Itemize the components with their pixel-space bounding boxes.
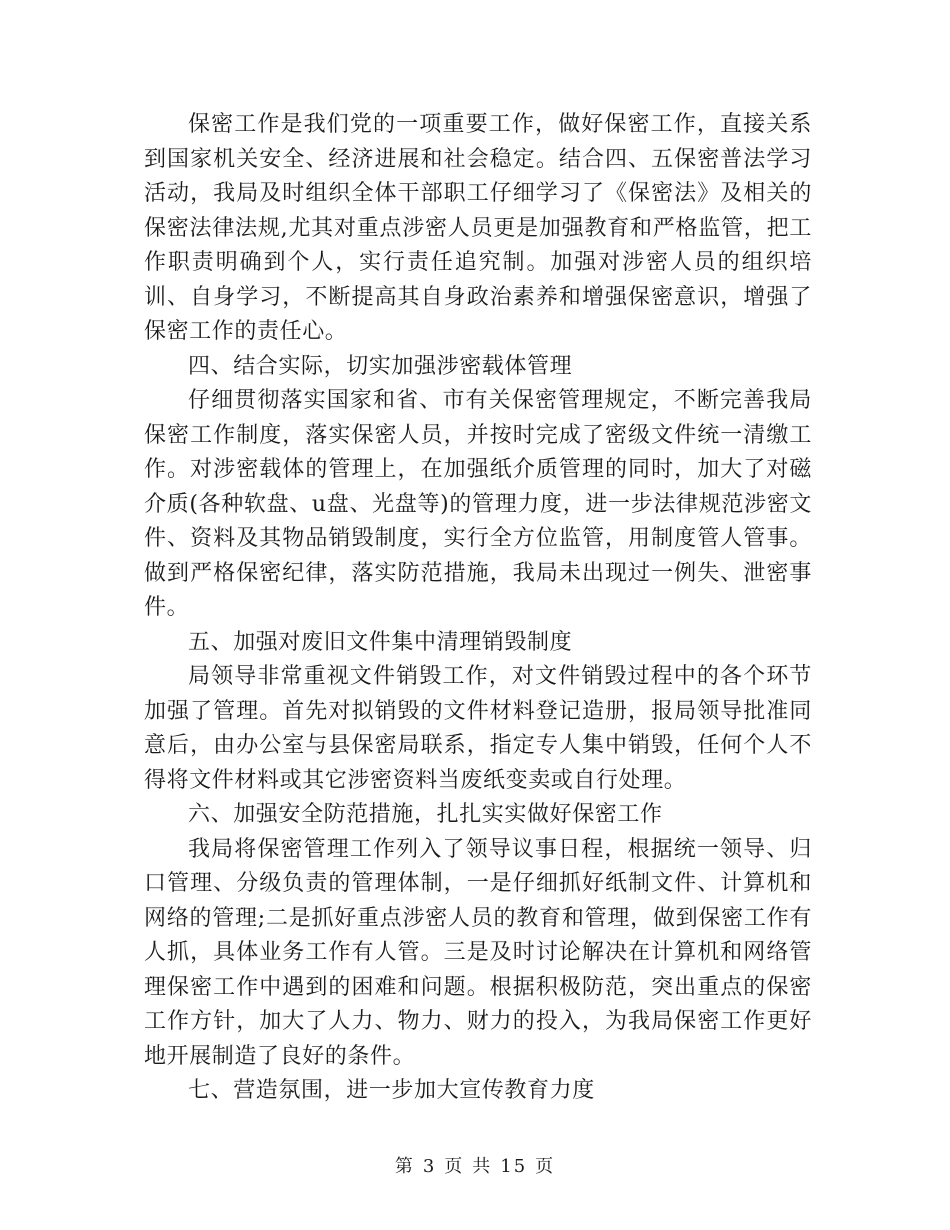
current-page-number: 3 — [422, 1156, 437, 1177]
footer-suffix: 页 — [535, 1156, 556, 1177]
paragraph-body: 仔细贯彻落实国家和省、市有关保密管理规定，不断完善我局保密工作制度，落实保密人员，并按时完成了密级文件统一清缴工作。对涉密载体的管理上，在加强纸介质管理的同时，加大了对磁介质(各种软盘、u盘、光盘等)的管理力度，进一步法律规范涉密文件、资料及其物品销毁制度，实行全方位监管，用制度管人管事。做到严格保密纪律，落实防范措施，我局未出现过一例失、泄密事件。 — [144, 388, 812, 620]
page-footer — [0, 1152, 950, 1178]
paragraph-body: 我局将保密管理工作列入了领导议事日程，根据统一领导、归口管理、分级负责的管理体制，一是仔细抓好纸制文件、计算机和网络的管理;二是抓好重点涉密人员的教育和管理，做到保密工作有人抓，具体业务工作有人管。三是及时讨论解决在计算机和网络管理保密工作中遇到的困难和问题。根据积极防范，突出重点的保密工作方针，加大了人力、物力、财力的投入，为我局保密工作更好地开展制造了良好的条件。 — [144, 836, 812, 1069]
section-heading: 五、加强对废旧文件集中清理销毁制度 — [188, 629, 573, 655]
document-body — [144, 108, 812, 1109]
footer-prefix: 第 — [394, 1156, 415, 1177]
paragraph-body: 保密工作是我们党的一项重要工作，做好保密工作，直接关系到国家机关安全、经济进展和社会稳定。结合四、五保密普法学习活动，我局及时组织全体干部职工仔细学习了《保密法》及相关的保密法律法规,尤其对重点涉密人员更是加强教育和严格监管，把工作职责明确到个人，实行责任追究制。加强对涉密人员的组织培训、自身学习，不断提高其自身政治素养和增强保密意识，增强了保密工作的责任心。 — [144, 112, 812, 344]
footer-total-label: 共 — [472, 1156, 493, 1177]
paragraph-body: 局领导非常重视文件销毁工作，对文件销毁过程中的各个环节加强了管理。首先对拟销毁的文件材料登记造册，报局领导批准同意后，由办公室与县保密局联系，指定专人集中销毁，任何个人不得将文件材料或其它涉密资料当废纸变卖或自行处理。 — [144, 664, 812, 793]
section-heading: 七、营造氛围，进一步加大宣传教育力度 — [188, 1078, 595, 1103]
total-pages-number: 15 — [500, 1156, 528, 1177]
section-heading: 六、加强安全防范措施，扎扎实实做好保密工作 — [188, 802, 663, 827]
footer-page-label: 页 — [444, 1156, 465, 1177]
section-heading: 四、结合实际，切实加强涉密载体管理 — [188, 353, 573, 379]
